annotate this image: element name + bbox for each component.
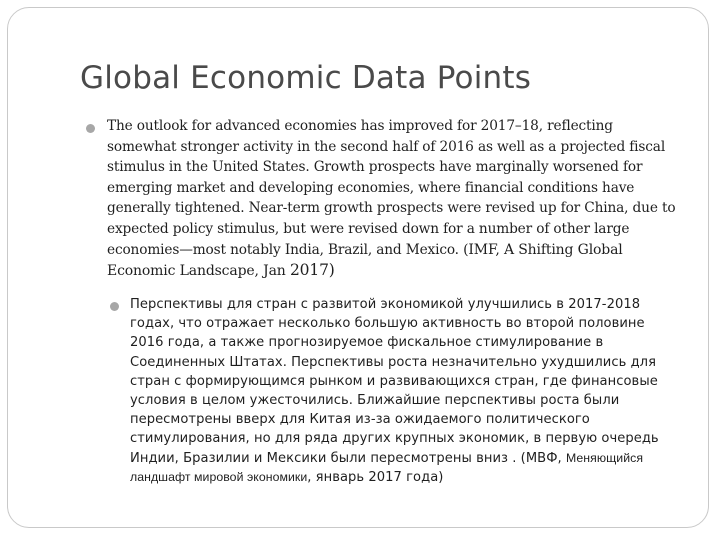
bullet-body: The outlook for advanced economies has improved for 2017–18, reflecting somewhat stronger activity in the second half of 2016 as well as a projected fiscal stimulus in the United States. Growth prospects have marginally worsened for emerging market and developing economies, where financial conditions have generally tightened. Near-term growth prospects were revised up for China, due to expected policy stimulus, but were revised down for a number of other large economies—most notably India, Brazil, and Mexico. <box>107 118 676 258</box>
bullet-text <box>107 116 676 282</box>
bullet-body: Перспективы для стран с развитой экономикой улучшились в 2017-2018 годах, что отражает несколько большую активность во второй половине 2016 года, а также прогнозируемое фискальное стимулирование в Соединенных Штатах. Перспективы роста незначительно ухудшились для стран с формирующимся рынком и развивающихся стран, где финансовые условия в целом ужесточились. Ближайшие перспективы роста были пересмотрены вверх для Китая из-за ожидаемого политического стимулирования, но для ряда других крупных экономик, в первую очередь Индии, Бразилии и Мексики были пересмотрены вниз . (МВФ, <box>130 297 659 466</box>
citation-source: (IMF, A Shifting Global Economic Landscape, Jan <box>107 241 623 280</box>
bullet-item-english <box>86 116 676 282</box>
citation-source: Меняющийся ландшафт мировой экономики <box>130 450 644 484</box>
slide-title: Global Economic Data Points <box>80 60 532 96</box>
bullet-dot-icon <box>110 302 119 311</box>
bullet-dot-icon <box>86 124 95 133</box>
citation-year: 2017) <box>289 261 335 280</box>
bullet-item-russian <box>110 295 680 487</box>
citation-date: , январь 2017 года) <box>307 469 444 485</box>
bullet-text <box>130 295 680 487</box>
